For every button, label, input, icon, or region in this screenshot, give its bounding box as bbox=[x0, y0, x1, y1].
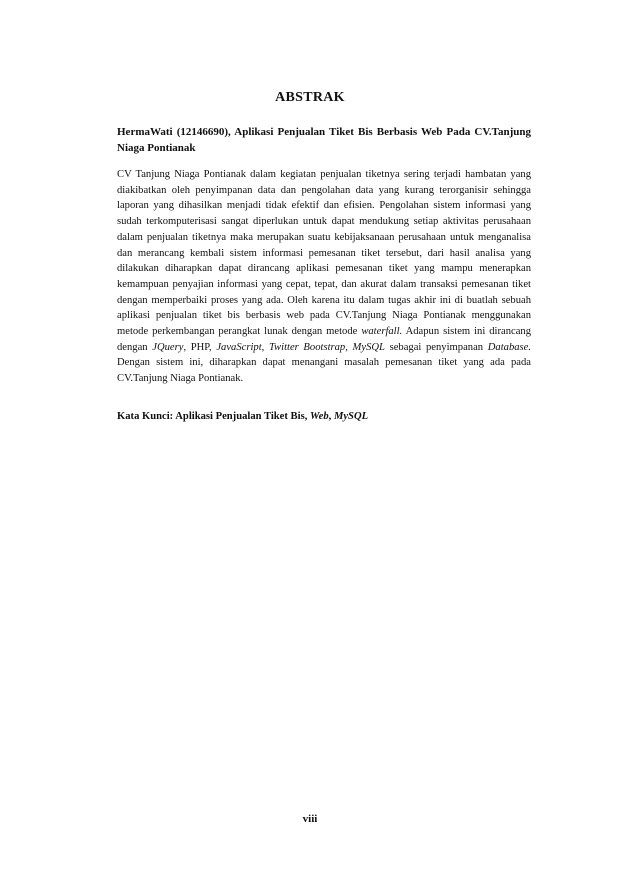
keywords-label: Kata Kunci: Aplikasi Penjualan Tiket Bis, bbox=[117, 411, 310, 422]
term-jquery: JQuery bbox=[152, 341, 184, 353]
abstract-paragraph bbox=[117, 167, 531, 387]
abstract-sep-2: , bbox=[261, 341, 269, 353]
author-title-line: HermaWati (12146690), Aplikasi Penjualan Tiket Bis Berbasis Web Pada CV.Tanjung Niaga Pontianak bbox=[117, 126, 531, 154]
term-database: Database. bbox=[487, 341, 532, 353]
abstract-text-3: sebagai penyimpanan bbox=[384, 341, 484, 353]
page-title: ABSTRAK bbox=[275, 90, 345, 105]
term-waterfall: waterfall. bbox=[361, 326, 403, 338]
abstract-text-4: Dengan sistem ini, diharapkan dapat menangani masalah pemesanan tiket yang ada pada CV.Tanjung Niaga Pontianak. bbox=[117, 357, 531, 385]
keywords-sep: , bbox=[328, 411, 334, 422]
term-twitter-bootstrap: Twitter Bootstrap bbox=[268, 341, 346, 353]
page-number: viii bbox=[302, 813, 318, 825]
keyword-mysql: MySQL bbox=[333, 411, 369, 422]
abstract-sep-3: , bbox=[345, 341, 353, 353]
keyword-web: Web bbox=[310, 411, 329, 422]
abstract-text-2: Adapun sistem ini dirancang dengan bbox=[117, 326, 531, 353]
abstract-text-1: CV Tanjung Niaga Pontianak dalam kegiatan penjualan tiketnya sering terjadi hambatan yang diakibatkan oleh penyimpanan data dan pengolahan data yang kurang terorganisir sehingga laporan yang dihasilkan menjadi tidak efektif dan efisien. Pengolahan sistem informasi yang sudah terkomputerisasi sangat diperlukan untuk dapat mendukung setiap aktivitas perusahaan dalam penjualan tiketnya maka merupakan suatu kebijaksanaan perusahaan untuk menganalisa dan merancang kembali sistem informasi pemesanan tiket tersebut, dari hasil analisa yang dilakukan diharapkan dapat dirancang aplikasi pemesanan tiket yang mampu menerapkan kemampuan penyajian informasi yang cepat, tepat, dan akurat dalam transaksi pemesanan tiket dengan memperbaiki proses yang ada. Oleh karena itu dalam tugas akhir ini di buatlah sebuah aplikasi penjualan tiket bis berbasis web pada CV.Tanjung Niaga Pontianak menggunakan metode perkembangan perangkat lunak dengan metode bbox=[117, 169, 531, 338]
keywords-line bbox=[117, 409, 531, 424]
abstract-sep-1: , PHP, bbox=[183, 341, 217, 353]
term-javascript: JavaScript bbox=[216, 341, 262, 353]
term-mysql: MySQL bbox=[352, 341, 385, 353]
